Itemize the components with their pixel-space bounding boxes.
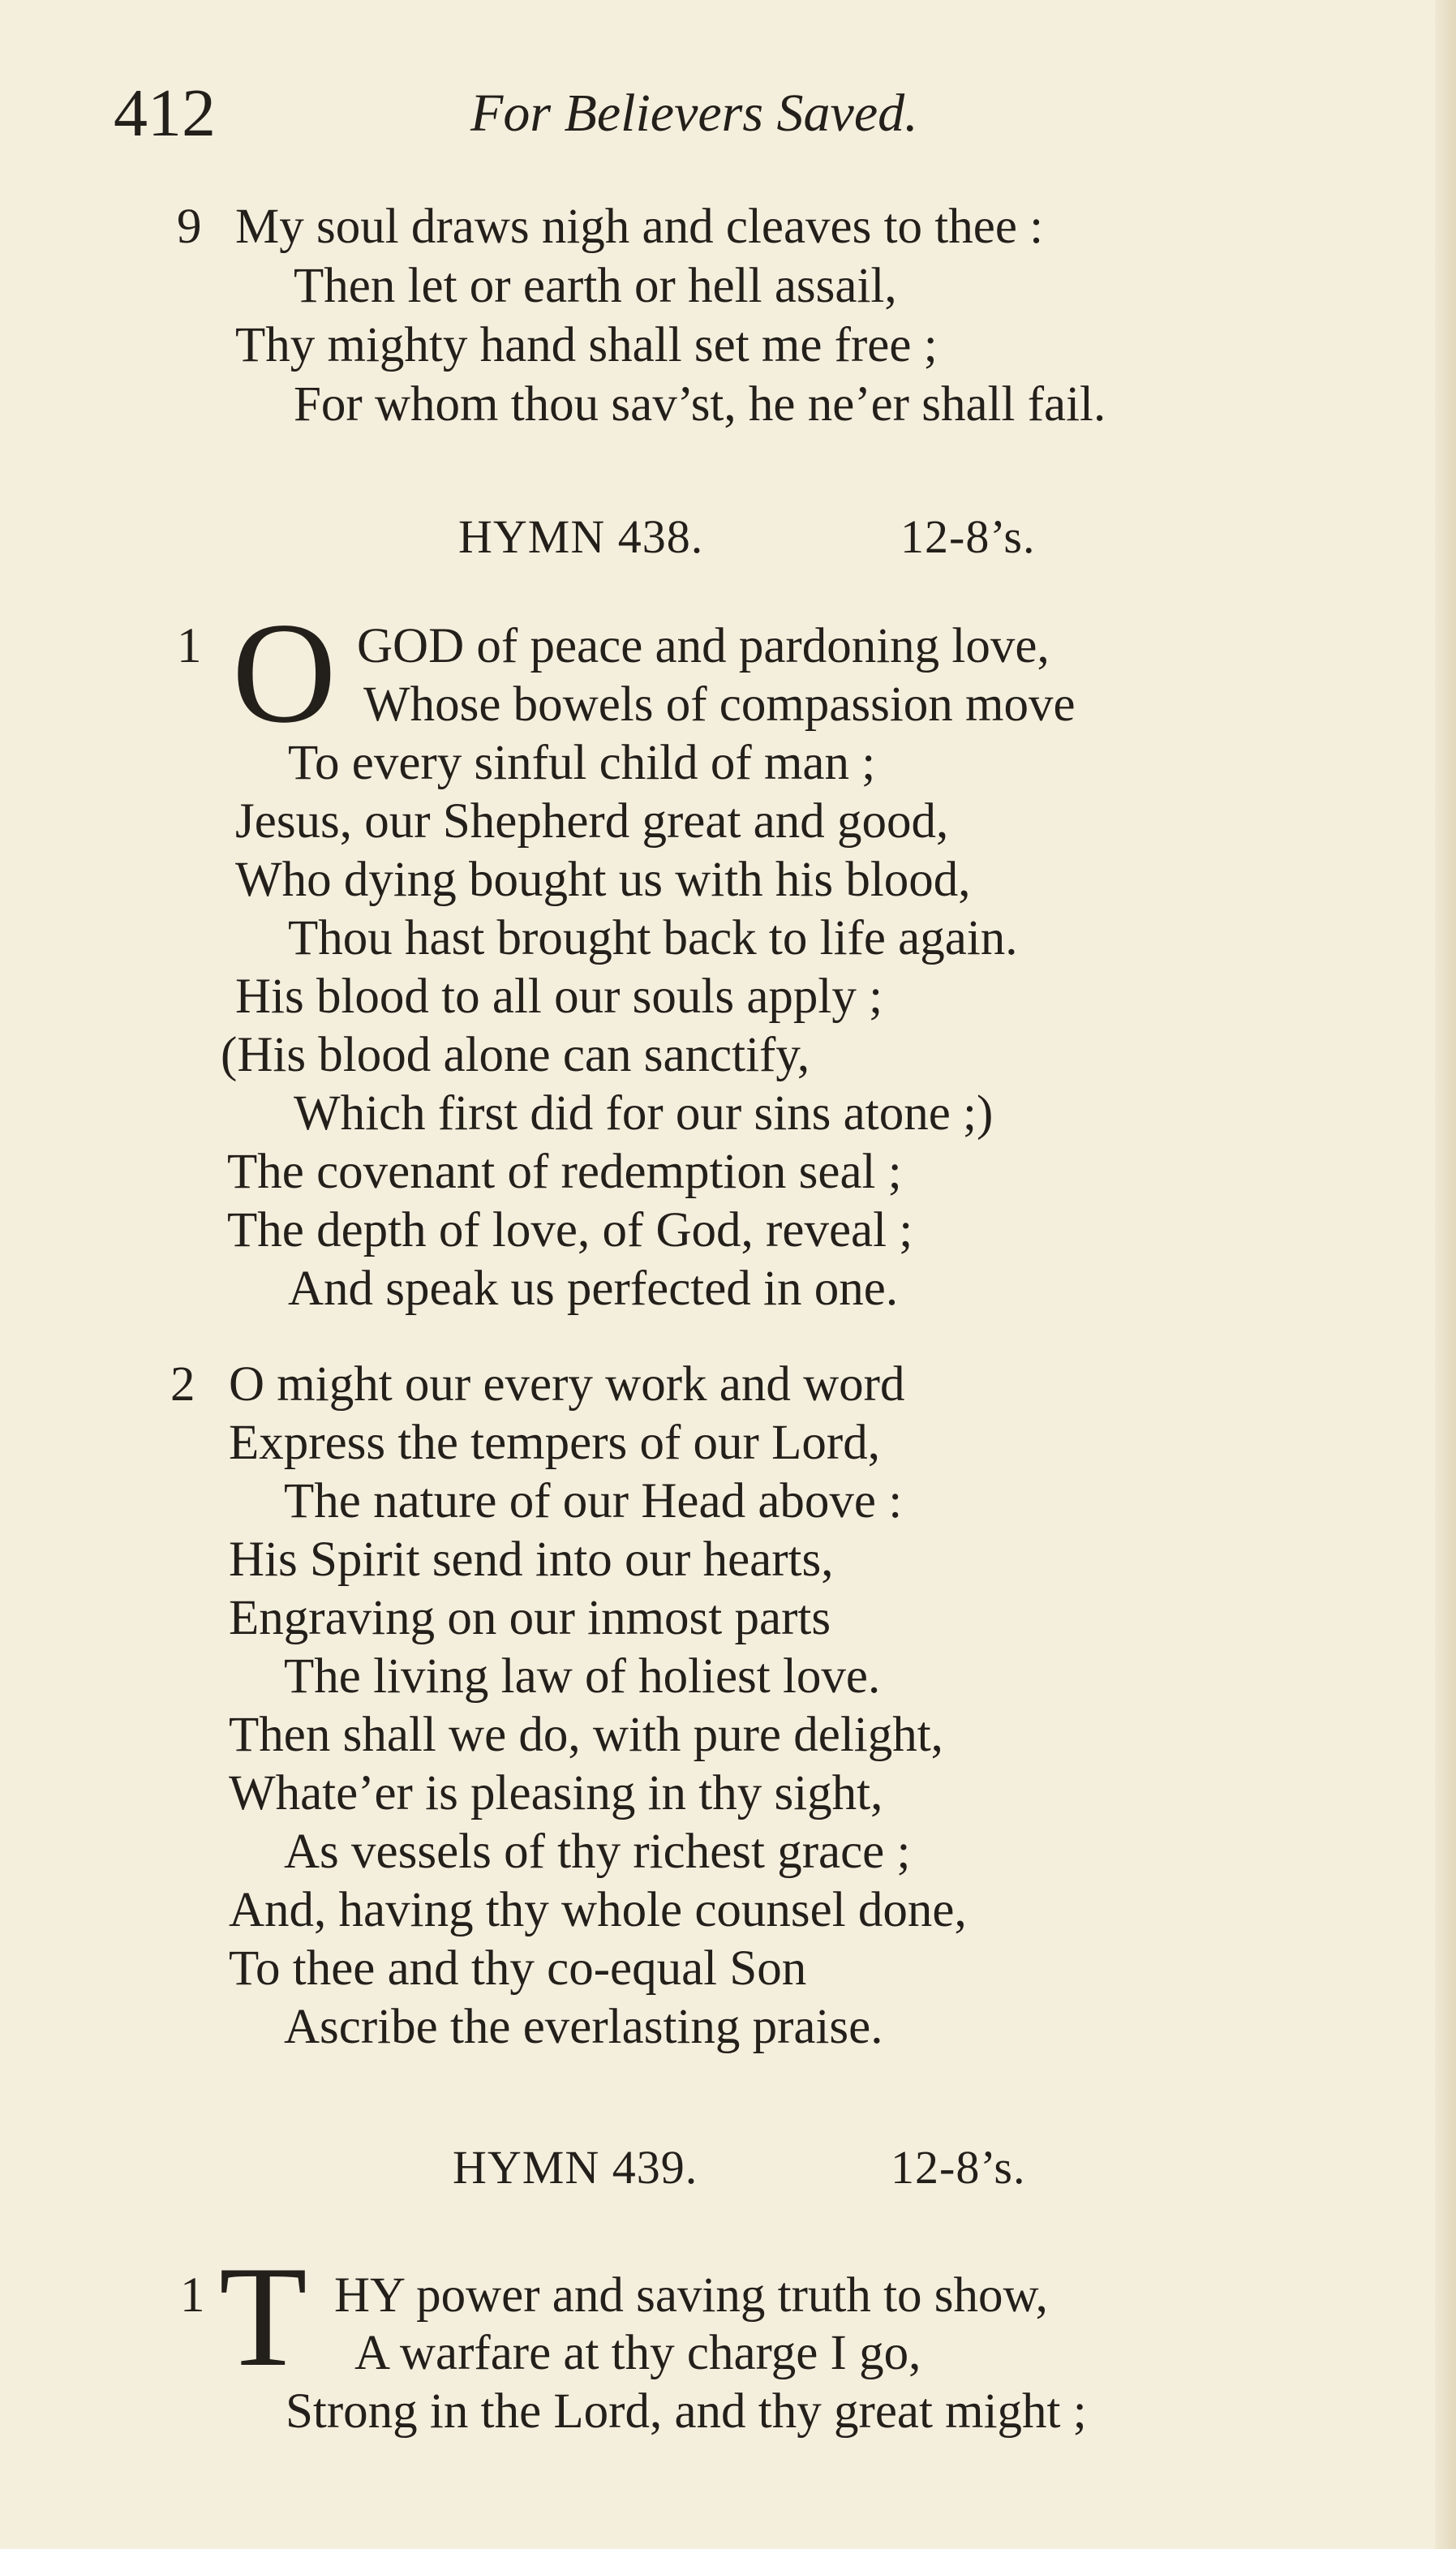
hymn-meter: 12-8’s. — [900, 510, 1036, 563]
verse-line: The depth of love, of God, reveal ; — [227, 1203, 913, 1257]
verse-line: GOD of peace and pardoning love, — [357, 619, 1050, 673]
page-number: 412 — [114, 75, 216, 151]
verse-line: His Spirit send into our hearts, — [229, 1532, 834, 1587]
verse-line: Thou hast brought back to life again. — [288, 911, 1018, 965]
verse-line: The nature of our Head above : — [284, 1474, 903, 1528]
verse-line: My soul draws nigh and cleaves to thee : — [235, 200, 1044, 254]
verse-line: Whate’er is pleasing in thy sight, — [229, 1766, 883, 1820]
verse-line: Ascribe the everlasting praise. — [284, 2000, 883, 2054]
verse-line: The covenant of redemption seal ; — [227, 1145, 902, 1199]
verse-number: 1 — [180, 2268, 205, 2323]
hymn-meter: 12-8’s. — [891, 2141, 1026, 2194]
hymn-title: HYMN 438. — [458, 510, 704, 563]
page-header — [114, 77, 1249, 150]
verse-line: Strong in the Lord, and thy great might ; — [286, 2384, 1087, 2439]
verse-line: And, having thy whole counsel done, — [229, 1883, 967, 1937]
verse-line: Thy mighty hand shall set me free ; — [235, 318, 938, 372]
verse-line: Which first did for our sins atone ;) — [294, 1086, 994, 1141]
verse-line: Whose bowels of compassion move — [363, 677, 1076, 732]
verse-line: Then let or earth or hell assail, — [294, 259, 897, 313]
drop-cap: O — [232, 592, 337, 753]
running-title: For Believers Saved. — [470, 84, 918, 143]
verse-line: O might our every work and word — [229, 1357, 905, 1412]
verse-number: 9 — [177, 200, 202, 254]
verse-line: Engraving on our inmost parts — [229, 1591, 831, 1645]
verse-line: For whom thou sav’st, he ne’er shall fail. — [294, 377, 1106, 432]
verse-line: Express the tempers of our Lord, — [229, 1416, 880, 1470]
verse-line: Jesus, our Shepherd great and good, — [235, 794, 949, 849]
verse-number: 1 — [177, 619, 202, 673]
verse-line: Who dying bought us with his blood, — [235, 853, 971, 907]
verse-line: A warfare at thy charge I go, — [354, 2326, 921, 2380]
hymn-title: HYMN 439. — [453, 2141, 698, 2194]
verse-line: His blood to all our souls apply ; — [235, 969, 883, 1024]
verse-line: (His blood alone can sanctify, — [221, 1028, 810, 1082]
drop-cap: T — [219, 2236, 307, 2396]
page-edge — [1435, 0, 1456, 2549]
verse-line: HY power and saving truth to show, — [334, 2268, 1048, 2323]
verse-line: Then shall we do, with pure delight, — [229, 1708, 943, 1762]
verse-line: The living law of holiest love. — [284, 1649, 881, 1704]
verse-line: And speak us perfected in one. — [288, 1262, 899, 1316]
verse-line: To thee and thy co-equal Son — [229, 1941, 807, 1996]
verse-number: 2 — [170, 1357, 195, 1412]
verse-line: As vessels of thy richest grace ; — [284, 1825, 911, 1879]
verse-line: To every sinful child of man ; — [288, 736, 876, 790]
